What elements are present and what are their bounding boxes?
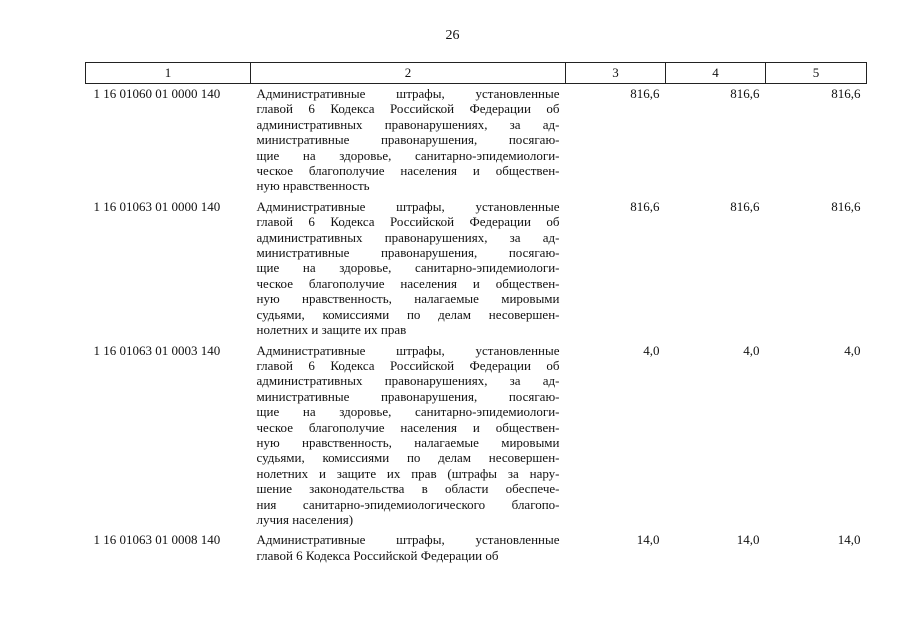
description-line: министративные правонарушения, посягаю- [256,132,560,148]
row-value-col4: 816,6 [730,198,760,214]
row-value-col4: 816,6 [730,86,760,101]
row-description [251,84,566,197]
row-value-col3: 14,0 [636,532,660,548]
row-description [251,341,566,531]
page-number: 26 [445,28,460,43]
row-description [251,197,566,341]
description-line: ную нравственность, налагаемые мировыми [256,291,560,307]
description-line: ческое благополучие населения и обществен- [256,275,560,291]
description-line: ния санитарно-эпидемиологического благопо- [256,496,560,512]
table-body [86,84,867,567]
header-col-5: 5 [766,63,867,84]
description-line: главой 6 Кодекса Российской Федерации об [256,214,560,230]
header-col-1: 1 [86,63,251,84]
description-line: ную нравственность, налагаемые мировыми [256,434,560,450]
row-value-col3: 816,6 [630,198,660,214]
description-line: нолетних и защите их прав (штрафы за нару- [256,465,560,481]
header-col-2: 2 [251,63,566,84]
table-row [86,341,867,531]
row-value-col5: 816,6 [831,198,861,214]
description-line: Административные штрафы, установленные [256,86,560,101]
description-line: Административные штрафы, установленные [256,342,560,358]
description-line: шение законодательства в области обеспече- [256,481,560,497]
row-value-col5: 14,0 [837,532,861,548]
row-value-col5: 816,6 [831,86,861,101]
row-code: 1 16 01063 01 0000 140 [93,198,221,214]
description-line: Административные штрафы, установленные [256,198,560,214]
row-value-col4: 4,0 [743,342,760,358]
description-line: судьями, комиссиями по делам несовершен- [256,450,560,466]
description-line: ческое благополучие населения и обществен- [256,163,560,179]
description-line: судьями, комиссиями по делам несовершен- [256,306,560,322]
description-line: главой 6 Кодекса Российской Федерации об [256,101,560,117]
row-code: 1 16 01060 01 0000 140 [93,86,221,101]
header-col-4: 4 [666,63,766,84]
description-line: щие на здоровье, санитарно-эпидемиологи- [256,404,560,420]
description-line: нолетних и защите их прав [256,322,407,338]
row-value-col3: 4,0 [643,342,660,358]
description-line: главой 6 Кодекса Российской Федерации об [256,357,560,373]
row-value-col3: 816,6 [630,86,660,101]
header-col-3: 3 [566,63,666,84]
table-header-row [86,63,867,84]
description-line: главой 6 Кодекса Российской Федерации об [256,547,499,563]
description-line: ную нравственность [256,178,370,194]
description-line: лучия населения) [256,511,354,527]
description-line: министративные правонарушения, посягаю- [256,388,560,404]
description-line: щие на здоровье, санитарно-эпидемиологи- [256,260,560,276]
description-line: Административные штрафы, установленные [256,532,560,548]
row-code: 1 16 01063 01 0008 140 [93,532,221,548]
description-line: административных правонарушениях, за ад- [256,116,560,132]
row-value-col5: 4,0 [844,342,861,358]
row-description [251,530,566,566]
table-row [86,197,867,341]
description-line: ческое благополучие населения и обществен- [256,419,560,435]
table-row [86,530,867,566]
description-line: административных правонарушениях, за ад- [256,229,560,245]
budget-table [85,62,867,566]
table-row [86,84,867,197]
row-value-col4: 14,0 [736,532,760,548]
description-line: министративные правонарушения, посягаю- [256,245,560,261]
row-code: 1 16 01063 01 0003 140 [93,342,221,358]
description-line: административных правонарушениях, за ад- [256,373,560,389]
description-line: щие на здоровье, санитарно-эпидемиологи- [256,147,560,163]
